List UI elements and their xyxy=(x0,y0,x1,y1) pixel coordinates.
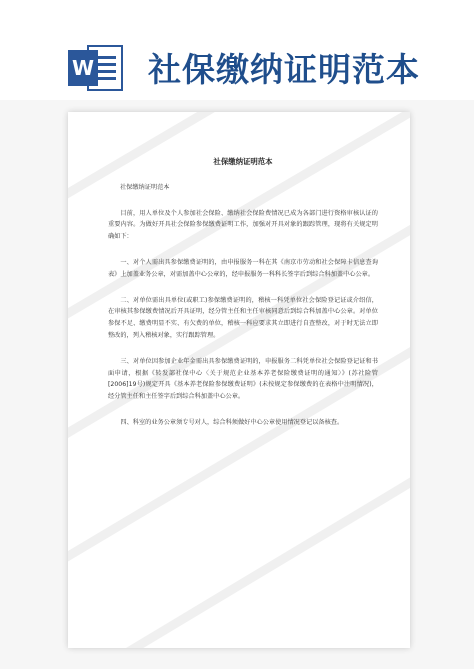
svg-text:W: W xyxy=(71,56,95,80)
document-subtitle: 社保缴纳证明范本 xyxy=(120,183,170,191)
page-title: 社保缴纳证明范本 xyxy=(148,50,420,89)
paragraph-1: 一、对个人需出具参保缴费证明的，由申报服务一科在其《南京市劳动和社会保障卡信息查询表》上加盖业务公章，对需加盖中心公章的，经申报服务一科科长签字后到综合科加盖中心公章。 xyxy=(108,258,378,278)
paragraph-intro: 目前，用人单位及个人参加社会保险、缴纳社会保险费情况已成为各部门进行资格审核认证的重要内容。为做好开具社会保险参保缴费证明工作，加强对开具对象的跟踪管理，现将有关规定明确如下： xyxy=(108,209,378,241)
document-body xyxy=(108,156,378,443)
document-page xyxy=(68,112,410,648)
paragraph-4: 四、科室的业务公章须专号对人，综合科须做好中心公章使用情况登记以备核查。 xyxy=(120,418,344,426)
word-document-icon xyxy=(66,42,126,94)
paragraph-3: 三、对单位因参加企业年金需出具参保缴费证明的，申报服务二科凭单位社会保险登记证和书面申请，根据《转发部社保中心〈关于规范企业基本养老保险缴费证明的通知〉》(苏社险管[2006]19号)规定开具《基本养老保险参保缴费证明》(未按规定参保缴费的在表格中注明情况)，经分管主任和主任签字后到综合科加盖中心公章。 xyxy=(108,357,378,401)
document-title: 社保缴纳证明范本 xyxy=(213,157,273,166)
header-banner xyxy=(0,0,474,100)
paragraph-2: 二、对单位需出具单位(或职工)参保缴费证明的，稽核一科凭单位社会保险登记证或介绍信，在审核其参保缴费情况后开具证明，经分管主任和主任审核同意后到综合科加盖中心公章。对单位参保不足、缴费明显不实、有欠费的单位，稽核一科应要求其立即进行自查整改，对于时无法立即整改的，列入稽核对象，实行跟踪管理。 xyxy=(108,296,378,339)
